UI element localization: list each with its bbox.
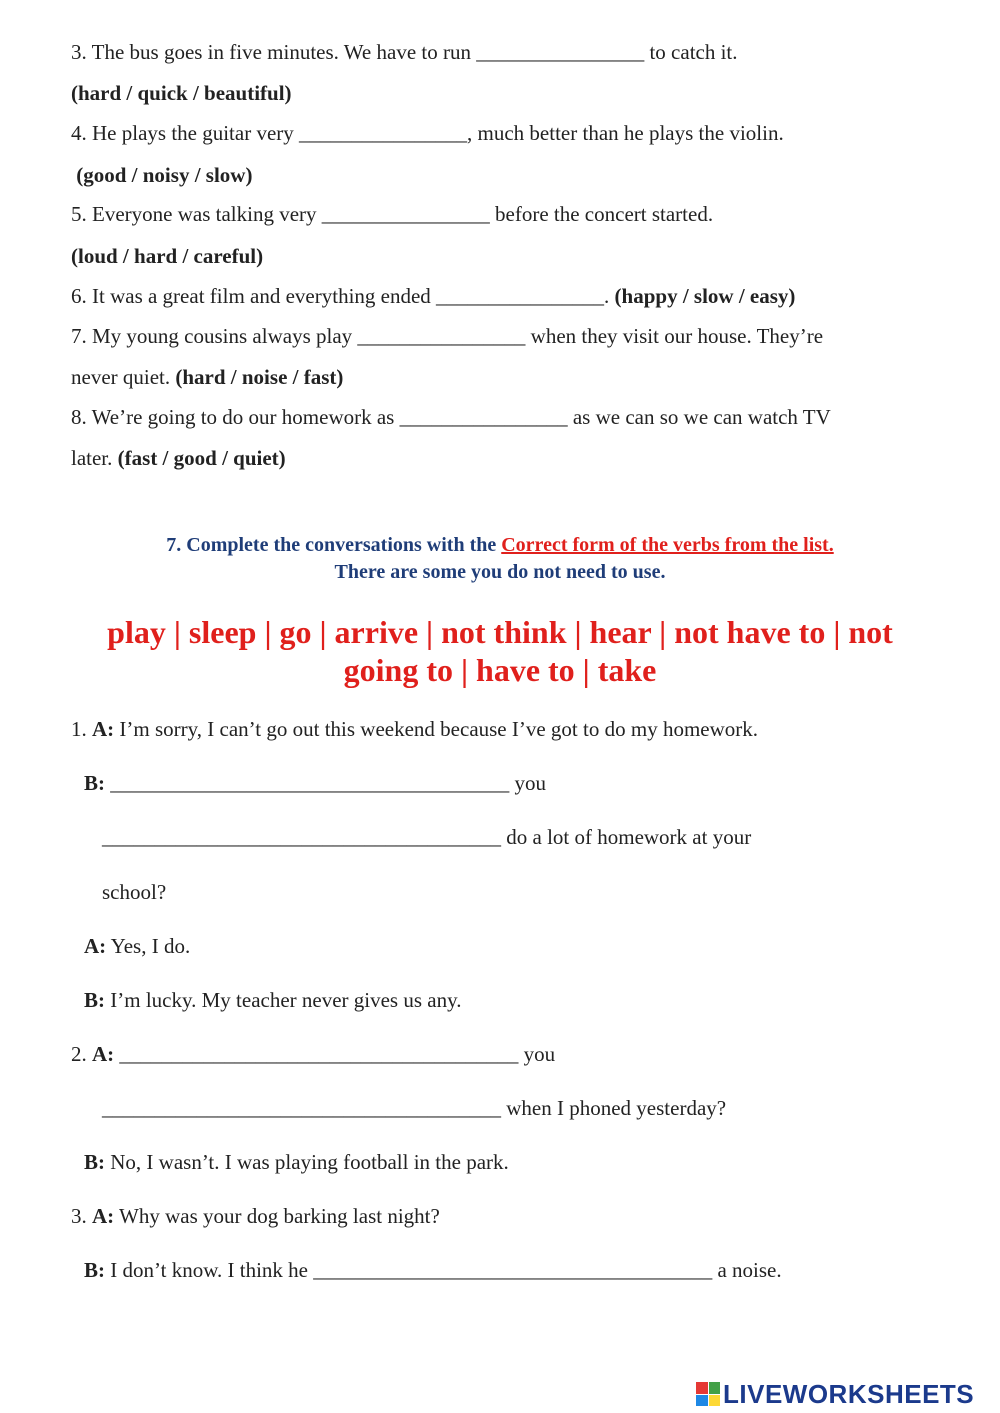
conversation-1-b2: B: I’m lucky. My teacher never gives us any. [84,988,462,1012]
conversation-2-a-line2: ______________________________________ when I phoned yesterday? [102,1096,727,1120]
conversation-2-b: B: No, I wasn’t. I was playing football in the park. [84,1150,509,1174]
conversation-3-a: 3. A: Why was your dog barking last night? [71,1204,440,1228]
exercise-item-4-options: (good / noisy / slow) [71,163,253,187]
exercise-7-subheading: There are some you do not need to use. [334,561,666,583]
conversation-1-b: B: ______________________________________ you [84,771,546,795]
word-list-line-1: play | sleep | go | arrive | not think | hear | not have to | not [107,614,893,650]
exercise-item-7: 7. My young cousins always play ________________ when they visit our house. They’re [71,324,824,348]
exercise-item-8: 8. We’re going to do our homework as ________________ as we can so we can watch TV [71,405,831,429]
logo-mark-icon [696,1382,720,1406]
exercise-item-3-options: (hard / quick / beautiful) [71,81,292,105]
answer-blank[interactable]: ______________________________________ [119,1042,519,1066]
conversation-1-a2: A: Yes, I do. [84,934,191,958]
exercise-item-8-cont: later. (fast / good / quiet) [71,446,286,470]
liveworksheets-logo[interactable] [696,1380,974,1408]
word-list-line-2: going to | have to | take [343,652,657,688]
answer-blank[interactable]: ________________ [321,202,490,226]
answer-blank[interactable]: ______________________________________ [102,1096,501,1120]
logo-text: LIVEWORKSHEETS [723,1378,975,1409]
logo-square-icon [709,1382,721,1394]
heading-highlight: Correct form of the verbs from the list. [501,534,834,556]
conversation-1-b-line3: school? [102,880,167,904]
answer-blank[interactable]: ______________________________________ [110,771,510,795]
conversation-1-b-line2: ______________________________________ do a lot of homework at your [102,825,752,849]
answer-blank[interactable]: ________________ [357,324,526,348]
answer-blank[interactable]: ________________ [476,40,645,64]
exercise-item-6: 6. It was a great film and everything ended ________________. (happy / slow / easy) [71,284,796,308]
answer-blank[interactable]: ________________ [399,405,568,429]
exercise-7-heading: 7. Complete the conversations with the Correct form of the verbs from the list. [166,534,834,556]
exercise-item-4: 4. He plays the guitar very ________________, much better than he plays the violin. [71,121,784,145]
logo-square-icon [709,1395,721,1407]
answer-blank[interactable]: ________________ [436,284,605,308]
answer-blank[interactable]: ________________ [299,121,468,145]
exercise-item-3: 3. The bus goes in five minutes. We have to run ________________ to catch it. [71,40,738,64]
exercise-item-5: 5. Everyone was talking very ________________ before the concert started. [71,202,714,226]
conversation-1-a: 1. A: I’m sorry, I can’t go out this weekend because I’ve got to do my homework. [71,717,759,741]
logo-square-icon [696,1382,708,1394]
exercise-item-5-options: (loud / hard / careful) [71,244,264,268]
conversation-3-b: B: I don’t know. I think he ______________________________________ a noise. [84,1258,782,1282]
answer-blank[interactable]: ______________________________________ [102,825,501,849]
answer-blank[interactable]: ______________________________________ [313,1258,713,1282]
logo-square-icon [696,1395,708,1407]
exercise-item-7-cont: never quiet. (hard / noise / fast) [71,365,344,389]
conversation-2-a: 2. A: ______________________________________ you [71,1042,556,1066]
